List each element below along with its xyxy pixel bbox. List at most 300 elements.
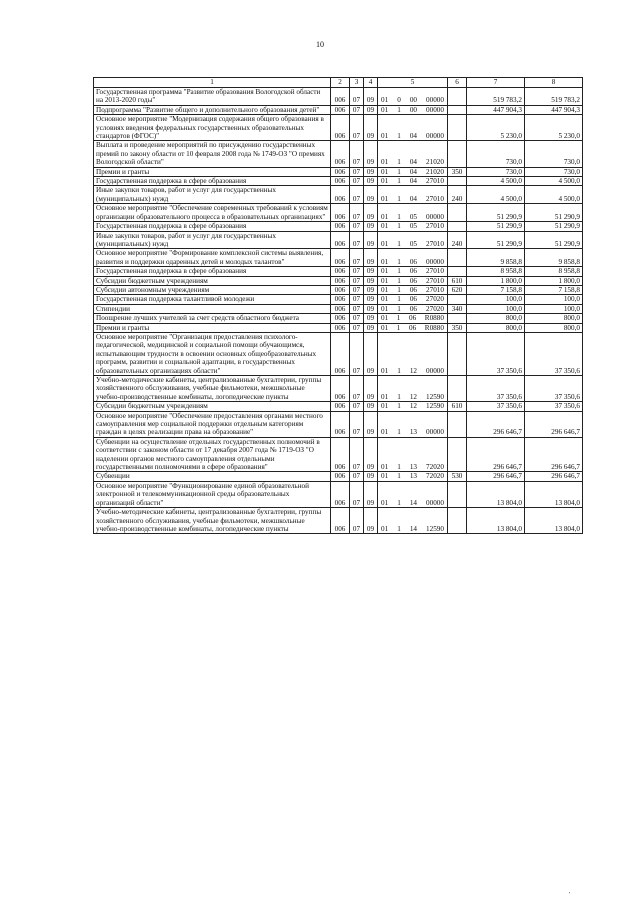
ministry-code-cell: 006 [331,231,350,249]
ministry-code-cell: 006 [331,304,350,313]
target-article-part: 1 [397,472,401,481]
section-code-cell: 07 [350,304,364,313]
section-code-cell: 07 [350,177,364,186]
target-article-part: 72020 [426,472,444,481]
ministry-code-cell: 006 [331,204,350,222]
expense-type-cell [448,204,467,222]
item-name-cell: Учебно-методические кабинеты, централизованные бухгалтерии, группы хозяйственного обслуживания, учебные фильмотеки, межшкольные учебно-производственные комбинаты, логопедические пункты [94,376,331,402]
target-article-part: 04 [409,177,417,186]
ministry-code-cell: 006 [331,177,350,186]
target-article-cell [378,222,448,231]
table-row [94,231,583,249]
target-article-part: 1 [397,276,401,285]
section-code-cell: 07 [350,411,364,437]
target-article-part: 27010 [426,194,444,203]
ministry-code-cell: 006 [331,314,350,323]
subsection-code-cell: 09 [364,508,378,534]
target-article-part: 01 [381,314,389,323]
section-code-cell: 07 [350,314,364,323]
target-article-cell [378,314,448,323]
item-name-cell: Иные закупки товаров, работ и услуг для государственных (муниципальных) нужд [94,186,331,204]
table-row [94,267,583,276]
amount-cell: 5 230,0 [525,115,583,141]
subsection-code-cell: 09 [364,88,378,106]
target-article-part: 05 [409,222,417,231]
target-article-part: 01 [381,222,389,231]
budget-table [93,77,583,534]
ministry-code-cell: 006 [331,115,350,141]
amount-cell: 296 646,7 [525,437,583,472]
table-row [94,186,583,204]
subsection-code-cell: 09 [364,314,378,323]
expense-type-cell [448,249,467,267]
amount-cell: 4 500,0 [467,177,525,186]
item-name-cell: Основное мероприятие "Организация предоставления психолого-педагогической, медицинской и социальной помощи обучающимся, испытывающим трудности в освоении основных общеобразовательных программ, развитии и социальной адаптации, в государственных образовательных организациях области" [94,332,331,375]
table-row [94,141,583,167]
expense-type-cell: 350 [448,323,467,332]
item-name-cell: Поощрение лучших учителей за счет средств областного бюджета [94,314,331,323]
item-name-cell: Основное мероприятие "Обеспечение современных требований к условиям организации образовательного процесса в образовательных организациях" [94,204,331,222]
table-row [94,276,583,285]
amount-cell: 800,0 [467,323,525,332]
item-name-cell: Субсидии бюджетным учреждениям [94,276,331,285]
ministry-code-cell: 006 [331,376,350,402]
item-name-cell: Стипендии [94,304,331,313]
target-article-part: 27010 [426,177,444,186]
section-code-cell: 07 [350,323,364,332]
amount-cell: 1 800,0 [525,276,583,285]
target-article-part: 13 [409,428,417,437]
item-name-cell: Учебно-методические кабинеты, централизованные бухгалтерии, группы хозяйственного обслуживания, учебные фильмотеки, межшкольные учебно-производственные комбинаты, логопедические пункты [94,508,331,534]
header-cell: 5 [378,78,448,88]
expense-type-cell [448,105,467,114]
expense-type-cell [448,222,467,231]
target-article-part: 06 [409,304,417,313]
ministry-code-cell: 006 [331,267,350,276]
ministry-code-cell: 006 [331,481,350,507]
amount-cell: 37 350,6 [525,332,583,375]
target-article-cell [378,411,448,437]
target-article-cell [378,323,448,332]
target-article-code [380,367,445,375]
target-article-cell [378,231,448,249]
item-name-cell: Премии и гранты [94,167,331,176]
page-number: 10 [316,40,324,49]
amount-cell: 13 804,0 [525,508,583,534]
target-article-part: 01 [381,366,389,375]
amount-cell: 800,0 [525,314,583,323]
target-article-cell [378,285,448,294]
ministry-code-cell: 006 [331,402,350,411]
target-article-part: 12590 [426,402,444,411]
subsection-code-cell: 09 [364,472,378,481]
target-article-part: 00000 [426,428,444,437]
target-article-part: 01 [381,212,389,221]
subsection-code-cell: 09 [364,177,378,186]
expense-type-cell: 610 [448,276,467,285]
target-article-part: 06 [409,323,417,332]
amount-cell: 4 500,0 [467,186,525,204]
target-article-part: 1 [397,285,401,294]
table-row [94,376,583,402]
target-article-part: 0 [397,96,401,105]
target-article-code [380,277,445,285]
expense-type-cell [448,508,467,534]
item-name-cell: Государственная программа "Развитие образования Вологодской области на 2013-2020 годы" [94,88,331,106]
target-article-part: 01 [381,105,389,114]
amount-cell: 447 904,3 [525,105,583,114]
table-row [94,472,583,481]
table-row [94,314,583,323]
header-cell: 2 [331,78,350,88]
target-article-part: 21020 [426,167,444,176]
amount-cell: 296 646,7 [525,472,583,481]
header-cell: 1 [94,78,331,88]
target-article-part: 1 [397,428,401,437]
target-article-code [380,195,445,203]
target-article-part: 1 [397,222,401,231]
target-article-cell [378,249,448,267]
target-article-part: 1 [397,402,401,411]
target-article-part: 06 [409,295,417,304]
target-article-cell [378,186,448,204]
subsection-code-cell: 09 [364,402,378,411]
subsection-code-cell: 09 [364,204,378,222]
target-article-part: 13 [409,463,417,472]
header-cell: 4 [364,78,378,88]
subsection-code-cell: 09 [364,115,378,141]
amount-cell: 296 646,7 [467,472,525,481]
item-name-cell: Основное мероприятие "Обеспечение предоставления органами местного самоуправления мер социальной поддержки отдельным категориям граждан в целях реализации права на образование" [94,411,331,437]
table-row [94,323,583,332]
header-cell: 8 [525,78,583,88]
target-article-cell [378,115,448,141]
target-article-part: 06 [409,285,417,294]
subsection-code-cell: 09 [364,186,378,204]
target-article-cell [378,437,448,472]
section-code-cell: 07 [350,115,364,141]
ministry-code-cell: 006 [331,508,350,534]
amount-cell: 296 646,7 [525,411,583,437]
subsection-code-cell: 09 [364,276,378,285]
target-article-part: 1 [396,323,401,332]
target-article-cell [378,177,448,186]
target-article-part: 21020 [426,158,444,167]
amount-cell: 730,0 [467,167,525,176]
target-article-cell [378,141,448,167]
table-row [94,402,583,411]
expense-type-cell: 340 [448,304,467,313]
target-article-cell [378,204,448,222]
subsection-code-cell: 09 [364,222,378,231]
table-row [94,222,583,231]
amount-cell: 5 230,0 [467,115,525,141]
subsection-code-cell: 09 [364,481,378,507]
amount-cell: 51 290,9 [467,204,525,222]
section-code-cell: 07 [350,437,364,472]
target-article-part: 1 [397,267,401,276]
expense-type-cell [448,177,467,186]
target-article-part: 1 [397,212,401,221]
amount-cell: 730,0 [525,141,583,167]
header-cell: 3 [350,78,364,88]
target-article-part: 06 [409,314,417,323]
target-article-part: 27020 [426,304,444,313]
target-article-part: 1 [397,304,401,313]
subsection-code-cell: 09 [364,323,378,332]
section-code-cell: 07 [350,508,364,534]
subsection-code-cell: 09 [364,141,378,167]
table-row [94,332,583,375]
target-article-code [380,525,445,533]
ministry-code-cell: 006 [331,167,350,176]
amount-cell: 51 290,9 [467,222,525,231]
target-article-part: 05 [409,212,417,221]
table-row [94,177,583,186]
subsection-code-cell: 09 [364,267,378,276]
amount-cell: 13 804,0 [467,481,525,507]
target-article-part: 27020 [426,295,444,304]
item-name-cell: Подпрограмма "Развитие общего и дополнительного образования детей" [94,105,331,114]
target-article-part: 12 [409,392,417,401]
target-article-part: 00000 [426,105,444,114]
amount-cell: 100,0 [467,304,525,313]
target-article-part: 12590 [426,524,444,533]
expense-type-cell: 610 [448,402,467,411]
amount-cell: 7 158,8 [467,285,525,294]
expense-type-cell: 530 [448,472,467,481]
ministry-code-cell: 006 [331,249,350,267]
target-article-part: 01 [381,177,389,186]
header-cell: 7 [467,78,525,88]
ministry-code-cell: 006 [331,295,350,304]
item-name-cell: Государственная поддержка талантливой молодежи [94,295,331,304]
subsection-code-cell: 09 [364,249,378,267]
table-row [94,88,583,106]
target-article-part: 27010 [426,239,444,248]
footer-mark: ' [569,892,571,898]
target-article-part: 06 [409,257,417,266]
target-article-cell [378,508,448,534]
expense-type-cell [448,314,467,323]
target-article-code [380,463,445,471]
item-name-cell: Государственная поддержка в сфере образования [94,177,331,186]
amount-cell: 519 783,2 [467,88,525,106]
target-article-part: 1 [397,463,401,472]
section-code-cell: 07 [350,222,364,231]
target-article-cell [378,481,448,507]
amount-cell: 1 800,0 [467,276,525,285]
amount-cell: 13 804,0 [467,508,525,534]
table-row [94,285,583,294]
target-article-part: 01 [381,472,389,481]
target-article-part: 27010 [426,267,444,276]
target-article-cell [378,167,448,176]
target-article-part: 14 [409,524,417,533]
amount-cell: 4 500,0 [525,177,583,186]
section-code-cell: 07 [350,267,364,276]
amount-cell: 9 858,8 [467,249,525,267]
item-name-cell: Субвенции [94,472,331,481]
target-article-part: 01 [381,304,389,313]
section-code-cell: 07 [350,376,364,402]
expense-type-cell [448,437,467,472]
target-article-part: 01 [381,392,389,401]
table-row [94,105,583,114]
target-article-code [380,402,445,410]
table-row [94,115,583,141]
section-code-cell: 07 [350,472,364,481]
target-article-part: 1 [397,392,401,401]
section-code-cell: 07 [350,204,364,222]
ministry-code-cell: 006 [331,285,350,294]
subsection-code-cell: 09 [364,304,378,313]
item-name-cell: Основное мероприятие "Функционирование единой образовательной электронной и телекоммуникационной среды образовательных организаций области" [94,481,331,507]
expense-type-cell [448,267,467,276]
target-article-code [380,158,445,166]
item-name-cell: Основное мероприятие "Формирование комплексной системы выявления, развития и поддержки одаренных детей и молодых талантов" [94,249,331,267]
target-article-part: 27010 [426,285,444,294]
target-article-part: 01 [381,524,389,533]
target-article-part: 1 [397,177,401,186]
target-article-cell [378,402,448,411]
target-article-code [380,305,445,313]
expense-type-cell [448,332,467,375]
subsection-code-cell: 09 [364,332,378,375]
target-article-code [380,213,445,221]
amount-cell: 51 290,9 [467,231,525,249]
amount-cell: 100,0 [525,304,583,313]
target-article-part: 14 [409,498,417,507]
amount-cell: 37 350,6 [525,376,583,402]
target-article-part: 00 [409,105,417,114]
target-article-part: 13 [409,472,417,481]
expense-type-cell: 620 [448,285,467,294]
target-article-part: 01 [381,295,389,304]
item-name-cell: Иные закупки товаров, работ и услуг для государственных (муниципальных) нужд [94,231,331,249]
target-article-part: 01 [381,276,389,285]
item-name-cell: Субсидии бюджетным учреждениям [94,402,331,411]
target-article-part: 01 [381,463,389,472]
section-code-cell: 07 [350,481,364,507]
section-code-cell: 07 [350,105,364,114]
section-code-cell: 07 [350,332,364,375]
amount-cell: 519 783,2 [525,88,583,106]
target-article-part: 00000 [426,498,444,507]
ministry-code-cell: 006 [331,88,350,106]
target-article-part: 1 [397,132,401,141]
amount-cell: 51 290,9 [525,222,583,231]
amount-cell: 296 646,7 [467,411,525,437]
item-name-cell: Субвенции на осуществление отдельных государственных полномочий в соответствии с законом области от 17 декабря 2007 года № 1719-ОЗ "О наделении органов местного самоуправления отдельными государственными полномочиями в сфере образования" [94,437,331,472]
target-article-part: 1 [397,498,401,507]
target-article-cell [378,304,448,313]
target-article-code [380,314,445,322]
subsection-code-cell: 09 [364,231,378,249]
target-article-part: R0880 [424,323,444,332]
target-article-part: 1 [397,366,401,375]
expense-type-cell [448,376,467,402]
expense-type-cell [448,411,467,437]
subsection-code-cell: 09 [364,411,378,437]
table-row [94,481,583,507]
target-article-part: 01 [381,158,389,167]
target-article-cell [378,332,448,375]
amount-cell: 4 500,0 [525,186,583,204]
section-code-cell: 07 [350,186,364,204]
target-article-part: 01 [381,267,389,276]
ministry-code-cell: 006 [331,186,350,204]
item-name-cell: Государственная поддержка в сфере образования [94,222,331,231]
target-article-code [380,222,445,230]
target-article-part: 1 [396,314,401,323]
target-article-code [380,240,445,248]
table-row [94,167,583,176]
table-row [94,295,583,304]
table-row [94,304,583,313]
ministry-code-cell: 006 [331,332,350,375]
table-header-row [94,78,583,88]
amount-cell: 9 858,8 [525,249,583,267]
target-article-part: 00000 [426,132,444,141]
target-article-part: 01 [381,428,389,437]
target-article-part: 12 [409,366,417,375]
target-article-code [380,286,445,294]
target-article-part: 01 [381,285,389,294]
target-article-code [380,177,445,185]
amount-cell: 37 350,6 [467,376,525,402]
section-code-cell: 07 [350,402,364,411]
amount-cell: 7 158,8 [525,285,583,294]
target-article-part: 01 [381,257,389,266]
section-code-cell: 07 [350,167,364,176]
amount-cell: 8 958,8 [525,267,583,276]
target-article-code [380,393,445,401]
target-article-part: R0880 [424,314,444,323]
target-article-cell [378,105,448,114]
target-article-cell [378,376,448,402]
amount-cell: 800,0 [525,323,583,332]
amount-cell: 37 350,6 [467,402,525,411]
subsection-code-cell: 09 [364,295,378,304]
item-name-cell: Основное мероприятие "Модернизация содержания общего образования в условиях введения федеральных государственных образовательных стандартов (ФГОС)" [94,115,331,141]
amount-cell: 37 350,6 [467,332,525,375]
target-article-part: 01 [381,239,389,248]
target-article-part: 1 [397,194,401,203]
target-article-code [380,324,445,332]
ministry-code-cell: 006 [331,323,350,332]
item-name-cell: Субсидии автономным учреждениям [94,285,331,294]
target-article-cell [378,295,448,304]
ministry-code-cell: 006 [331,472,350,481]
subsection-code-cell: 09 [364,285,378,294]
header-cell: 6 [448,78,467,88]
amount-cell: 51 290,9 [525,231,583,249]
amount-cell: 8 958,8 [467,267,525,276]
subsection-code-cell: 09 [364,376,378,402]
target-article-part: 01 [381,323,389,332]
target-article-part: 1 [397,158,401,167]
amount-cell: 730,0 [525,167,583,176]
target-article-code [380,428,445,436]
section-code-cell: 07 [350,285,364,294]
section-code-cell: 07 [350,295,364,304]
ministry-code-cell: 006 [331,411,350,437]
target-article-part: 01 [381,402,389,411]
target-article-part: 06 [409,276,417,285]
amount-cell: 51 290,9 [525,204,583,222]
ministry-code-cell: 006 [331,141,350,167]
